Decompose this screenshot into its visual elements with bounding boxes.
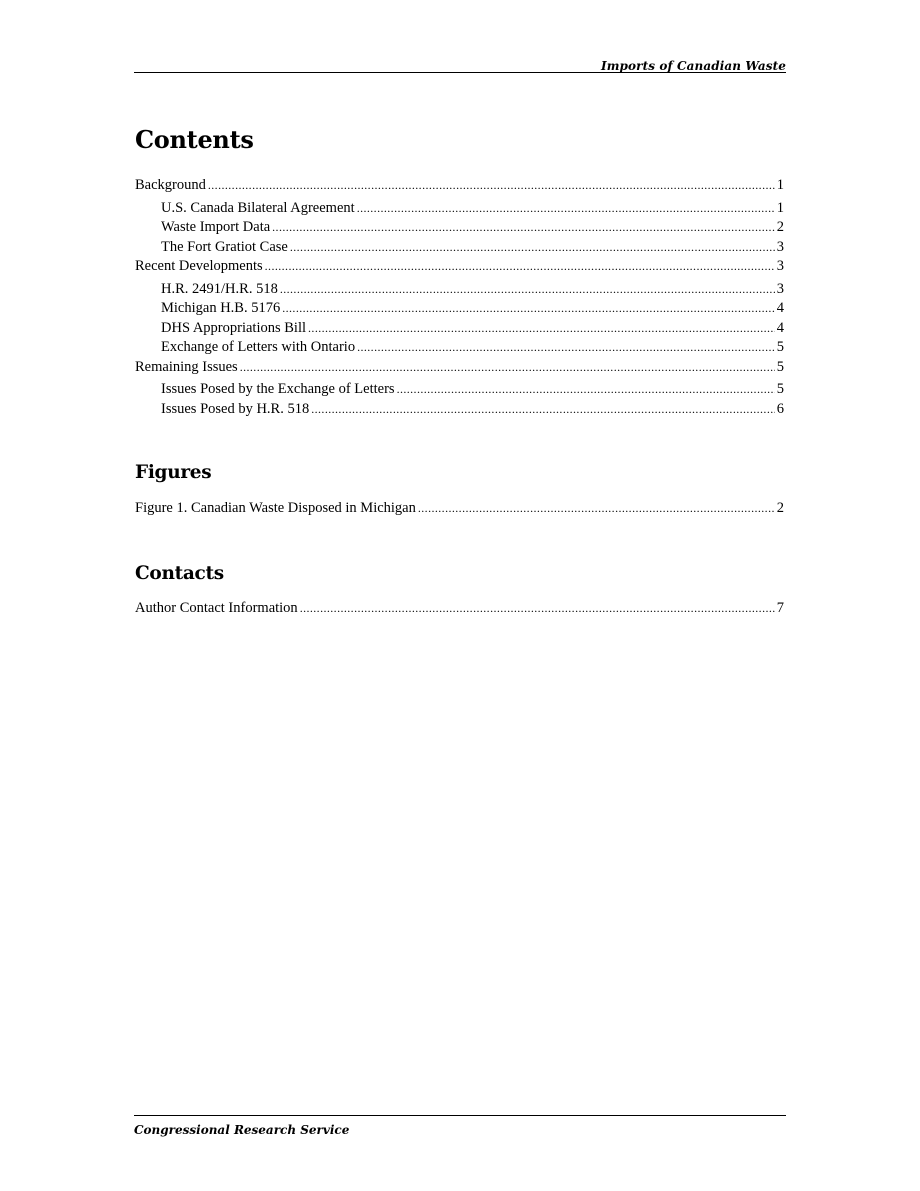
dot-leader [308,319,775,338]
toc-page-number: 5 [776,381,784,397]
toc-page-number: 4 [776,319,784,336]
toc-page-number: 5 [776,339,784,355]
toc-entry-label: Exchange of Letters with Ontario [161,339,356,355]
toc-entry-fort-gratiot-case[interactable] [135,238,784,258]
dot-leader [418,499,775,518]
table-of-contents [135,176,784,419]
dot-leader [280,280,775,299]
toc-page-number: 6 [776,400,784,417]
toc-entry-recent-developments[interactable] [135,257,784,277]
dot-leader [397,380,775,399]
running-header-title: Imports of Canadian Waste [601,59,786,73]
list-of-figures [135,499,784,519]
toc-entry-bilateral-agreement[interactable] [135,199,784,219]
toc-entry-label: DHS Appropriations Bill [161,319,307,336]
running-footer [134,1115,786,1139]
dot-leader [311,400,775,419]
toc-entry-michigan-hb-5176[interactable] [135,299,784,319]
toc-entry-remaining-issues[interactable] [135,358,784,378]
toc-page-number: 4 [776,300,784,316]
dot-leader [357,199,775,218]
toc-page-number: 3 [776,238,784,255]
toc-entry-author-contact[interactable] [135,599,784,619]
toc-entry-hr-2491[interactable] [135,280,784,300]
toc-page-number: 1 [776,177,784,193]
toc-page-number: 5 [776,358,784,375]
toc-page-number: 7 [776,600,784,616]
toc-entry-figure-1[interactable] [135,499,784,519]
footer-publisher: Congressional Research Service [134,1123,350,1137]
toc-entry-label: Figure 1. Canadian Waste Disposed in Michigan [135,500,416,516]
running-header [134,56,786,73]
contents-heading: Contents [135,125,254,154]
toc-entry-label: Author Contact Information [135,600,298,616]
dot-leader [290,238,775,257]
list-of-contacts [135,599,784,619]
toc-entry-label: Remaining Issues [135,358,238,375]
toc-entry-label: The Fort Gratiot Case [161,238,288,255]
dot-leader [282,299,775,318]
dot-leader [272,218,775,237]
toc-page-number: 2 [776,219,784,235]
dot-leader [240,358,775,377]
toc-entry-label: Background [135,177,206,193]
contacts-heading: Contacts [135,563,224,584]
toc-page-number: 3 [776,280,784,297]
toc-page-number: 2 [776,500,784,516]
toc-entry-label: Issues Posed by the Exchange of Letters [161,381,395,397]
toc-entry-exchange-of-letters[interactable] [135,338,784,358]
figures-heading: Figures [135,462,212,483]
dot-leader [300,599,775,618]
toc-entry-waste-import-data[interactable] [135,218,784,238]
toc-entry-dhs-appropriations[interactable] [135,319,784,339]
toc-page-number: 1 [776,199,784,216]
toc-entry-label: H.R. 2491/H.R. 518 [161,280,278,297]
toc-entry-label: Issues Posed by H.R. 518 [161,400,310,417]
dot-leader [265,257,775,276]
toc-entry-label: Recent Developments [135,258,263,274]
toc-entry-label: Waste Import Data [161,219,271,235]
toc-page-number: 3 [776,258,784,274]
toc-entry-issues-exchange-of-letters[interactable] [135,380,784,400]
toc-entry-background[interactable] [135,176,784,196]
dot-leader [208,176,775,195]
toc-entry-label: U.S. Canada Bilateral Agreement [161,199,355,216]
toc-entry-issues-hr-518[interactable] [135,400,784,420]
dot-leader [357,338,775,357]
toc-entry-label: Michigan H.B. 5176 [161,300,281,316]
